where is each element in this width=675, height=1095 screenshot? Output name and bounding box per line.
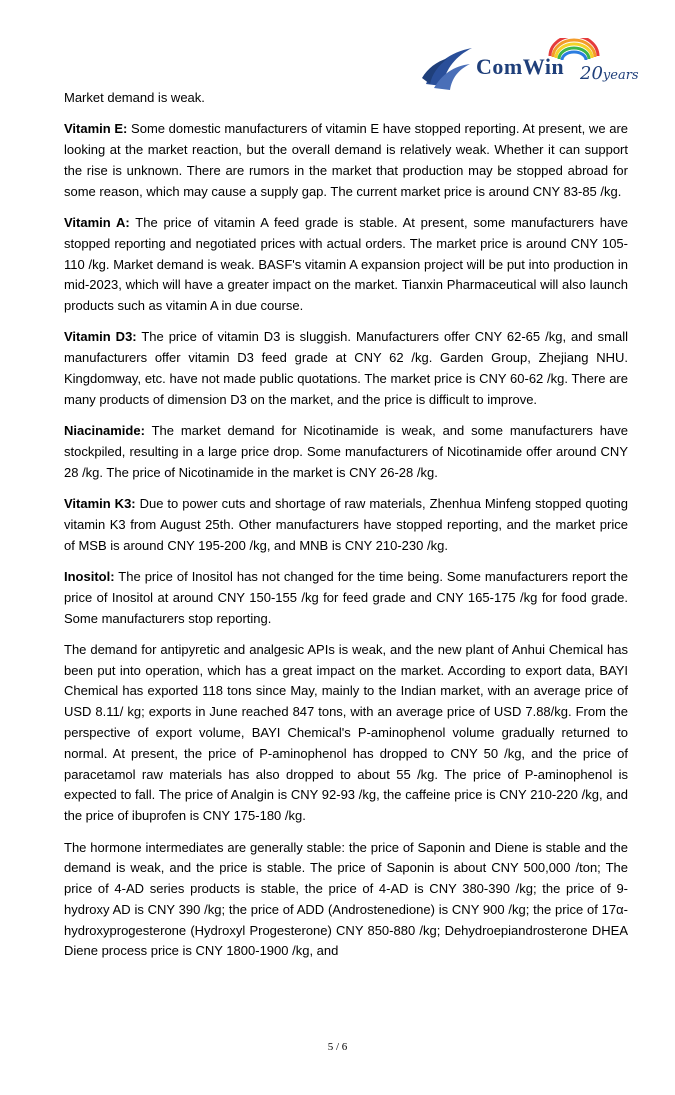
paragraph-label: Vitamin K3:	[64, 496, 136, 512]
paragraph-text: The market demand for Nicotinamide is weak, and some manufacturers have stockpiled, resulting in a large price drop. Some manufacturers of Nicotinamide offer around CNY 28 /kg. The price of Nicotinamide in the market is CNY 26-28 /kg.	[64, 423, 628, 480]
paragraph-label: Vitamin E:	[64, 121, 128, 137]
paragraph-text: The price of Inositol has not changed for the time being. Some manufacturers report the price of Inositol at around CNY 150-155 /kg for feed grade and CNY 165-175 /kg for food grade. Some manufacturers stop reporting.	[64, 568, 628, 626]
paragraph-text: Due to power cuts and shortage of raw materials, Zhenhua Minfeng stopped quoting vitamin K3 from August 25th. Other manufacturers have stopped reporting, and the market price of MSB is around CNY 195-200 /kg, and MNB is CNY 210-230 /kg.	[64, 496, 629, 553]
paragraph-inositol	[64, 567, 628, 629]
comwin-logo	[420, 38, 650, 94]
paragraph-text: The price of vitamin A feed grade is stable. At present, some manufacturers have stopped reporting and negotiated prices with actual orders. The market price is around CNY 105-110 /kg. Market demand is weak. BASF's vitamin A expansion project will be put into production in mid-2023, which will have a greater impact on the market. Tianxin Pharmaceutical will also launch products such as vitamin A in due course.	[64, 214, 628, 314]
paragraph-label: Vitamin D3:	[64, 329, 137, 345]
anniversary-mark	[580, 63, 639, 84]
paragraph-vitamin-d3	[64, 327, 628, 410]
paragraph-text: Market demand is weak.	[64, 90, 205, 105]
page-number: 5 / 6	[327, 1041, 348, 1053]
paragraph-market-demand	[64, 88, 628, 109]
paragraph-niacinamide	[64, 421, 628, 483]
paragraph-label: Niacinamide:	[64, 423, 145, 439]
paragraph-text: The price of vitamin D3 is sluggish. Manufacturers offer CNY 62-65 /kg, and small manufacturers offer vitamin D3 feed grade at CNY 62 /kg. Garden Group, Zhejiang NHU. Kingdomway, etc. have not made public quotations. The market price is CNY 60-62 /kg. There are many products of dimension D3 on the market, and the price is difficult to improve.	[64, 329, 628, 407]
paragraph-vitamin-a	[64, 213, 628, 317]
paragraph-vitamin-e	[64, 119, 628, 202]
brand-name: ComWin	[476, 54, 565, 79]
paragraph-text: The demand for antipyretic and analgesic APIs is weak, and the new plant of Anhui Chemical has been put into operation, which has a great impact on the market. According to export data, BAYI Chemical has exported 118 tons since May, mainly to the Indian market, with an average price of USD 8.11/ kg; exports in June reached 847 tons, with an average price of USD 7.88/kg. From the perspective of export volume, BAYI Chemical's P-aminophenol volume gradually returned to normal. At present, the price of P-aminophenol has dropped to CNY 50 /kg, and the price of paracetamol raw materials has also dropped to about 55 /kg. The price of P-aminophenol is expected to fall. The price of Analgin is CNY 92-93 /kg, the caffeine price is CNY 210-220 /kg, and the price of ibuprofen is CNY 175-180 /kg.	[64, 641, 628, 824]
paragraph-label: Inositol:	[64, 568, 115, 584]
paragraph-analgesic-apis	[64, 640, 628, 827]
paragraph-label: Vitamin A:	[64, 214, 130, 230]
paragraph-text: The hormone intermediates are generally stable: the price of Saponin and Diene is stable and the demand is weak, and the price is stable. The price of Saponin is about CNY 500,000 /ton; The price of 4-AD series products is stable, the price of 4-AD is CNY 380-390 /kg; the price of 9-hydroxy AD is CNY 390 /kg; the price of ADD (Androstenedione) is CNY 900 /kg; the price of 17α-hydroxyprogesterone (Hydroxyl Progesterone) CNY 850-880 /kg; Dehydroepiandrosterone DHEA Diene process price is CNY 1800-1900 /kg, and	[64, 839, 628, 959]
paragraph-hormone-intermediates	[64, 838, 628, 963]
years-number: 20	[580, 63, 603, 84]
paragraph-vitamin-k3	[64, 494, 628, 556]
paragraph-text: Some domestic manufacturers of vitamin E have stopped reporting. At present, we are looking at the market reaction, but the overall demand is relatively weak. Whether it can support the rise is unknown. There are rumors in the market that production may be stopped abroad for some reason, which may cause a supply gap. The current market price is around CNY 83-85 /kg.	[64, 121, 629, 199]
document-body	[64, 88, 628, 973]
years-word: years	[602, 68, 639, 83]
